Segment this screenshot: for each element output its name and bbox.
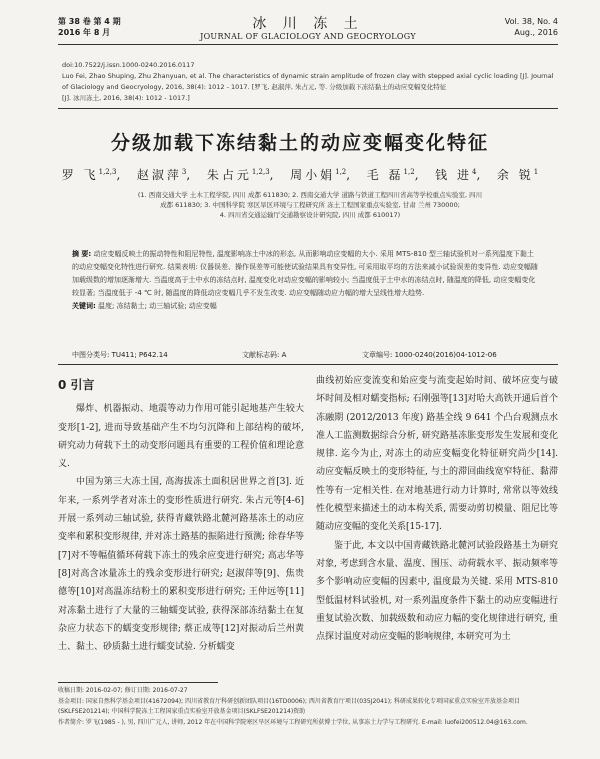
keywords-label: 关键词: xyxy=(72,302,96,310)
author-bio: 作者简介: 罗飞(1985 - ), 男, 四川广元人, 讲师, 2012 年在中国科学院寒区旱区环境与工程研究所获博士学位, 从事冻土力学与工程研究. E-mail: luofei200512.04@163.com. xyxy=(58,718,528,726)
journal-name-cn: 冰 川 冻 土 xyxy=(252,16,364,32)
paragraph: 鉴于此, 本文以中国青藏铁路北麓河试验段路基土为研究对象, 考虑到含水量、温度、围压、动荷载水平、振动频率等多个影响动应变幅的因素中, 温度最为关键. 采用 MTS-810 型低温材料试验机, 对一系列温度条件下黏土的动应变幅进行重复试验次数、加载级数和动应力幅的变化规律进行研究, 重点探讨温度对动应变幅的影响规律, 本研究可为土 xyxy=(316,540,558,643)
header-rule xyxy=(58,44,558,45)
volume-cn: 第 38 卷 第 4 期 xyxy=(58,17,121,26)
author-list: 罗 飞$^{1,2,3}$, 赵淑萍$^3$, 朱占元$^{1,2,3}$, 周小娟$^{1,2}$, 毛 磊$^{1,2}$, 钱 进$^4$, 余 锐$^1$ xyxy=(61,168,539,182)
keywords-row xyxy=(72,300,540,313)
clc-number: 中图分类号: TU411; P642.14 xyxy=(72,351,168,359)
citation-cn: [J]. 冰川冻土, 2016, 38(4): 1012 - 1017.] xyxy=(62,94,190,102)
author: 赵淑萍$^3$ xyxy=(136,168,187,182)
article-number: 文章编号: 1000-0240(2016)04-1012-06 xyxy=(362,351,497,359)
abstract-label: 摘 要: xyxy=(72,250,92,258)
author: 毛 磊$^{1,2}$ xyxy=(366,168,415,182)
abstract-rule xyxy=(58,364,558,365)
body-column-right xyxy=(316,372,558,646)
received-date: 收稿日期: 2016-02-07; 修订日期: 2016-07-27 xyxy=(58,687,188,694)
abstract-text: 动应变幅反映土的振动特性和阻尼特性, 温度影响冻土中冰的形态, 从而影响动应变幅的大小. 采用 MTS-810 型三轴试验机对一系列温度下黏土的动应变幅变化特性进行研究. 结果表明: 仪器误差、操作误差等可能使试验结果具有变异性, 可采用取平均的方法来减小试验误差的变异性. 动应变幅随加载级数的增加逐渐增大. 当温度高于土中水的冻结点时, 温度变化对动应变幅的影响较小; 当温度低于土中水的冻结点时, 随温度的降低, 动应变幅变化较显著; 当温度低于 -4 ℃ 时, 随温度的降低动应变幅几乎不发生改变. 动应变幅随动应力幅的增大呈线性增大趋势. xyxy=(72,250,538,297)
paragraph: 曲线初始应变流变和始应变与流变起始时间、破坏应变与破坏时间及相对蠕变指标; 石刚强等[13]对哈大高铁开通后首个冻融期 (2012/2013 年度) 路基全线 9 641 个凸台观测点水准人工监测数据综合分析, 研究路基冻胀变形发生发展和变化规律. 迄今为止, 对冻土的动应变幅变化特征研究尚少[14]. 动应变幅反映土的变形特征, 与土的滞回曲线宽窄特征、黏滞性等有一定相关性. 在对地基进行动力计算时, 常常以等效线性化模型来描述土的动本构关系, 需要动剪切模量、阻尼比等随动应变幅的变化关系[15-17]. xyxy=(316,376,558,533)
paragraph: 中国为第三大冻土国, 高海拔冻土面积居世界之首[3]. 近年来, 一系列学者对冻土的变形性质进行研究. 朱占元等[4-6]开展一系列动三轴试验, 获得青藏铁路北麓河路基冻土的动应变率和累积变形规律, 并对冻土路基的振陷进行预测; 徐春华等[7]对不等幅值循环荷载下冻土的残余应变进行研究; 高志华等[8]对高含冰量冻土的残余变形进行研究; 赵淑萍等[9]、焦贵德等[10]对高温冻结粉土的累积变形进行研究; 王仲远等[11]对冻黏土进行了大量的三轴蠕变试验, 获得深部冻结黏土在复杂应力状态下的蠕变变形规律; 蔡正成等[12]对振动后兰州黄土、黏土、砂质黏土进行蠕变试验. 分析蠕变 xyxy=(58,477,304,653)
author: 钱 进$^4$ xyxy=(435,168,477,182)
affiliation-line: 4. 四川省交通运输厅交通勘察设计研究院, 四川 成都 610017) xyxy=(219,211,401,219)
doi: doi:10.7522/j.issn.1000-0240.2016.0117 xyxy=(62,61,195,69)
footnote-rule xyxy=(58,682,218,683)
section-heading: 0 引言 xyxy=(58,378,95,392)
affiliations xyxy=(90,190,530,220)
paper-title: 分级加载下冻结黏土的动应变幅变化特征 xyxy=(110,132,489,154)
citation-en: Luo Fei, Zhao Shuping, Zhu Zhanyuan, et al. The characteristics of dynamic strain amplitude of frozen clay with stepped axial cyclic loading [J]. Journal of Glaciology and Geocryology, 2016, 38(4): 1012 - 1017. [罗飞, 赵淑萍, 朱占元, 等. 分级加载下冻结黏土的动应变幅变化特征 xyxy=(62,72,554,91)
date-en: Aug., 2016 xyxy=(514,28,558,37)
affiliation-line: 成都 611830; 3. 中国科学院 寒区旱区环境与工程研究所 冻土工程国家重点实验室, 甘肃 兰州 730000; xyxy=(160,201,460,209)
author: 周小娟$^{1,2}$ xyxy=(290,168,347,182)
affiliation-line: (1. 西南交通大学 土木工程学院, 四川 成都 611830; 2. 西南交通大学 道路与铁道工程四川省高等学校重点实验室, 四川 xyxy=(137,191,483,199)
volume-en: Vol. 38, No. 4 xyxy=(504,17,558,26)
journal-name-en: JOURNAL OF GLACIOLOGY AND GEOCRYOLOGY xyxy=(200,32,416,41)
paragraph: 爆炸、机器振动、地震等动力作用可能引起地基产生较大变形[1-2], 进而导致基础产生不均匀沉降和上部结构的破坏, 研究动力荷载下土的动变形问题具有重要的工程价值和理论意义. xyxy=(58,404,304,470)
date-cn: 2016 年 8 月 xyxy=(58,28,111,37)
keywords: 温度; 冻结黏土; 动三轴试验; 动应变幅 xyxy=(98,302,217,310)
footnotes xyxy=(58,686,558,728)
document-code: 文献标志码: A xyxy=(242,351,287,359)
citation-rule xyxy=(58,108,558,109)
header-center xyxy=(58,16,558,42)
citation-block xyxy=(62,60,556,104)
author: 余 锐$^1$ xyxy=(496,168,539,182)
abstract xyxy=(72,248,540,313)
running-header xyxy=(58,16,558,56)
author: 朱占元$^{1,2,3}$ xyxy=(206,168,270,182)
body-column-left xyxy=(58,372,304,656)
header-right xyxy=(505,16,558,38)
author: 罗 飞$^{1,2,3}$ xyxy=(61,168,117,182)
fund-info: 基金项目: 国家自然科学基金项目(41672094); 四川省教育厅科研创新团队项目(16TD0006); 西川省教育厅项目(035J2041); 科研成果转化专项国家重点实验室开放基金项目(SKLFSE201214); 中国科学院冻土工程国家重点实验室开放基金项目(SKLFSE201214)资助 xyxy=(58,697,520,715)
